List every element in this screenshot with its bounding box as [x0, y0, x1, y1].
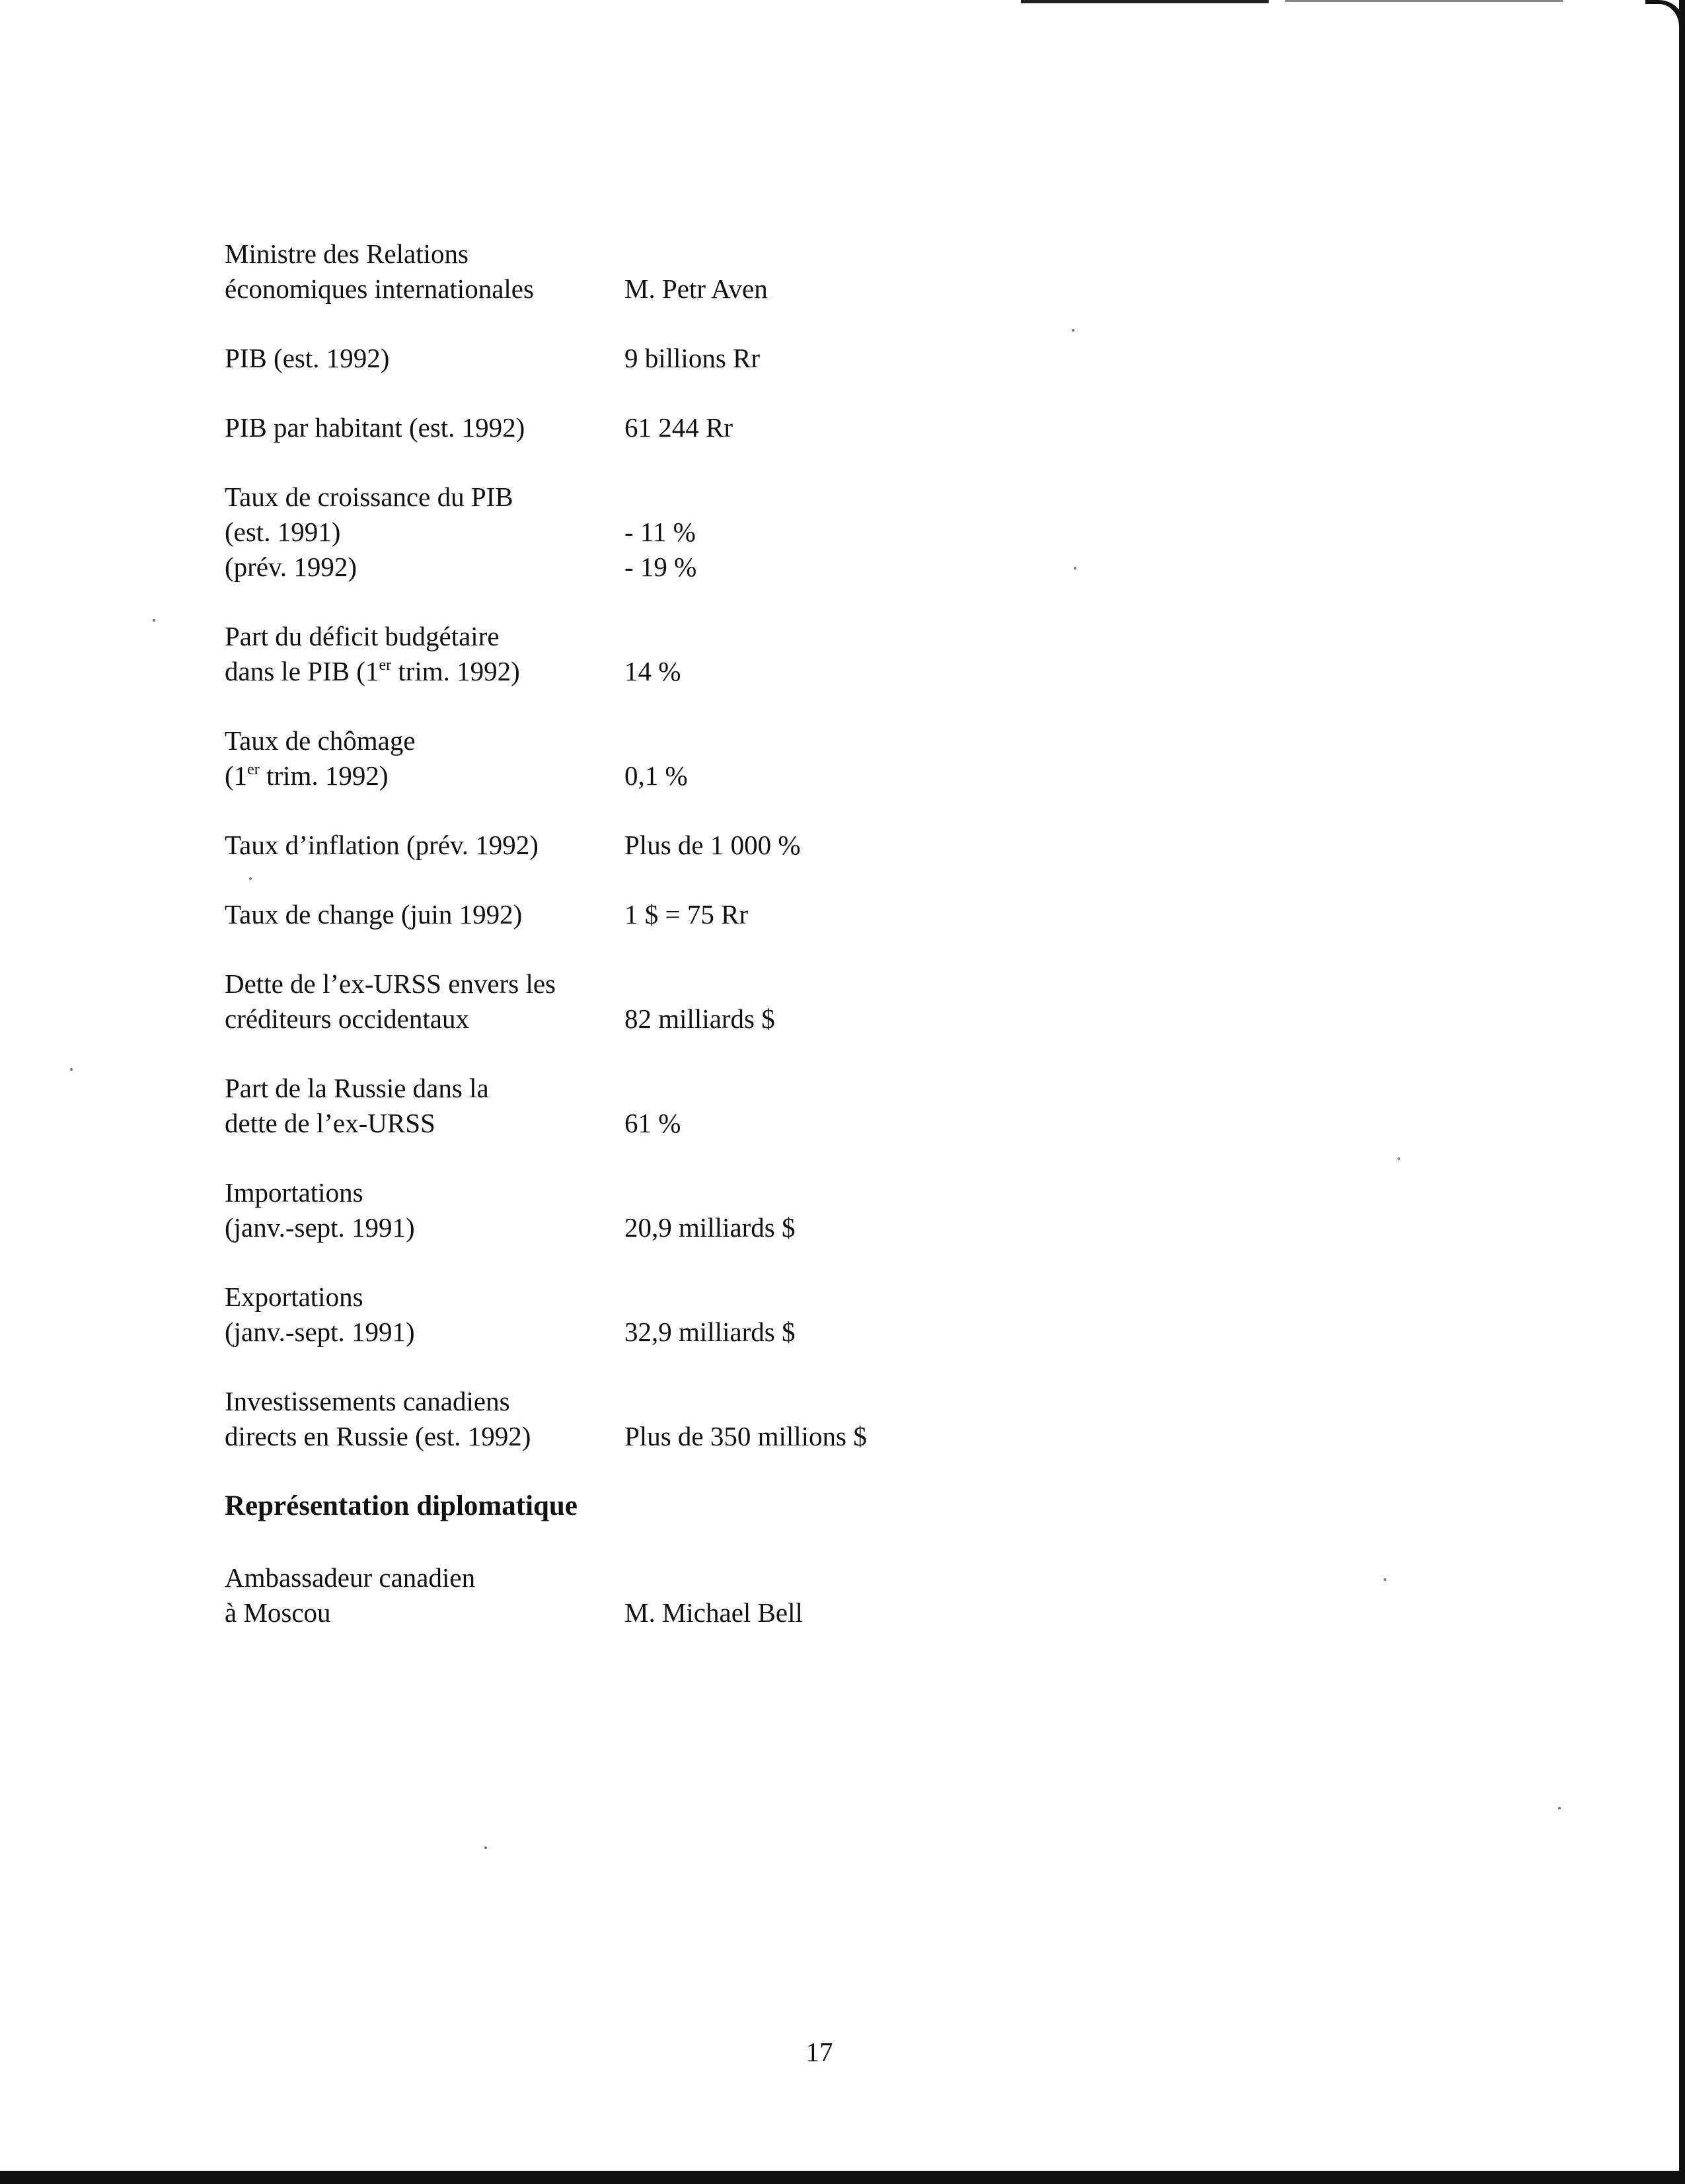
fact-label: Taux d’inflation (prév. 1992): [225, 830, 539, 860]
fact-row-gdp: [225, 341, 1388, 376]
fact-value: Plus de 1 000 %: [624, 830, 801, 860]
fact-row-gdp-growth: [225, 480, 1388, 585]
fact-value: 9 billions Rr: [624, 343, 761, 373]
fact-row-imports: [225, 1175, 1388, 1245]
section-heading: Représentation diplomatique: [225, 1490, 578, 1521]
fact-sheet: [225, 237, 1388, 1665]
fact-value: 61 %: [624, 1108, 681, 1138]
scan-speck: [1558, 1807, 1561, 1809]
fact-row-exchange-rate: [225, 897, 1388, 932]
fact-row-ussr-debt: [225, 966, 1388, 1037]
fact-label: PIB (est. 1992): [225, 343, 390, 373]
fact-row-deficit: [225, 619, 1388, 689]
fact-row-minister: [225, 237, 1388, 307]
scan-speck: [153, 619, 155, 622]
fact-value: - 11 % - 19 %: [624, 517, 697, 582]
scan-speck: [484, 1846, 487, 1849]
fact-value: 1 $ = 75 Rr: [624, 899, 749, 929]
fact-label: Taux de chômage (1er trim. 1992): [225, 725, 416, 791]
fact-label: Part du déficit budgétaire dans le PIB (1er trim. 1992): [225, 621, 520, 686]
fact-value: 82 milliards $: [624, 1003, 775, 1034]
fact-row-unemployment: [225, 723, 1388, 793]
fact-value: 14 %: [624, 656, 681, 686]
fact-value: 20,9 milliards $: [624, 1212, 796, 1243]
scan-speck: [1398, 1157, 1400, 1160]
fact-row-exports: [225, 1280, 1388, 1350]
scan-bottom-edge: [0, 2171, 1685, 2184]
fact-value: M. Michael Bell: [624, 1597, 803, 1628]
scan-speck: [70, 1068, 73, 1071]
fact-label: Taux de croissance du PIB (est. 1991) (prév. 1992): [225, 482, 513, 582]
fact-value: 61 244 Rr: [624, 412, 733, 443]
page-number: 17: [805, 2037, 833, 2067]
fact-value: Plus de 350 millions $: [624, 1421, 867, 1451]
fact-value: M. Petr Aven: [624, 273, 768, 304]
fact-label: Exportations (janv.-sept. 1991): [225, 1282, 415, 1347]
fact-label: Investissements canadiens directs en Russie (est. 1992): [225, 1386, 531, 1451]
fact-row-ambassador: [225, 1560, 1388, 1630]
fact-row-canadian-investment: [225, 1384, 1388, 1454]
fact-label: Part de la Russie dans la dette de l’ex-URSS: [225, 1073, 489, 1138]
fact-label: PIB par habitant (est. 1992): [225, 412, 525, 443]
scan-top-rule-faint: [1285, 0, 1563, 2]
fact-row-gdp-per-capita: [225, 410, 1388, 445]
fact-label: Dette de l’ex-URSS envers les créditeurs occidentaux: [225, 968, 556, 1034]
fact-label: Ministre des Relations économiques internationales: [225, 238, 534, 304]
fact-label: Taux de change (juin 1992): [225, 899, 523, 929]
fact-row-inflation: [225, 828, 1388, 863]
fact-label: Importations (janv.-sept. 1991): [225, 1177, 415, 1243]
fact-value: 32,9 milliards $: [624, 1317, 796, 1347]
fact-label: Ambassadeur canadien à Moscou: [225, 1562, 476, 1628]
scan-top-rule: [1021, 0, 1269, 3]
scan-right-edge: [1679, 0, 1685, 2184]
fact-row-russia-debt-share: [225, 1071, 1388, 1141]
fact-value: 0,1 %: [624, 760, 688, 791]
